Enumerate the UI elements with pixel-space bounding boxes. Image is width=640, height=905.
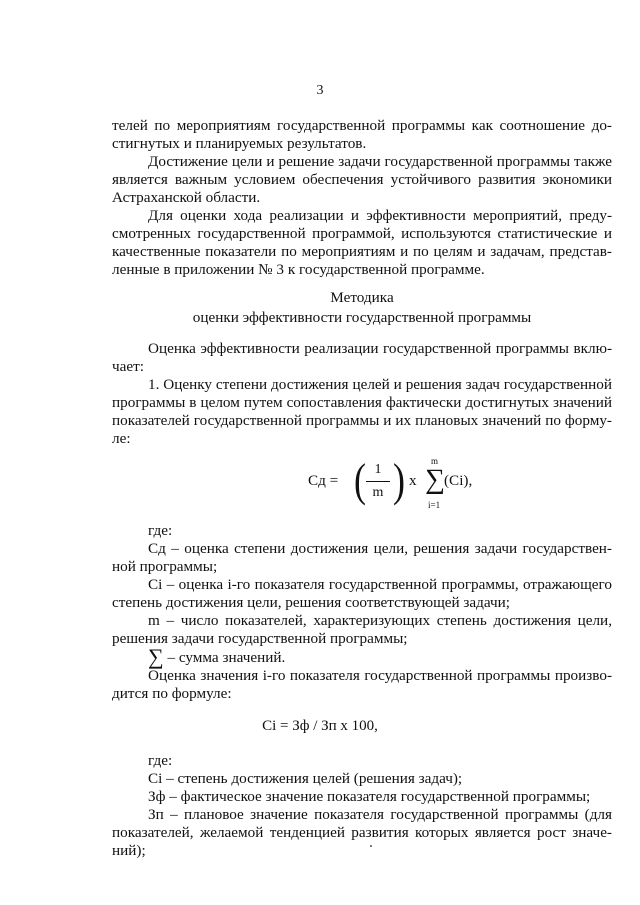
left-paren: ( (354, 454, 366, 506)
paragraph: Для оценки хода реализации и эффективности мероприятий, преду-смотренных государственной программой, используются статистические и качественные показатели по мероприятиям и по целям и задачам, представ-ленные в приложении № 3 к государственной программе. (112, 207, 612, 278)
scan-speck (370, 845, 372, 847)
where-label: где: (148, 522, 173, 539)
definition: Сi – оценка i-го показателя государственной программы, отражающего степень достижения цели, решения соответствующей задачи; (112, 576, 612, 611)
intro-block (112, 117, 612, 279)
where-label: где: (148, 752, 173, 769)
heading-line: оценки эффективности государственной программы (192, 309, 532, 326)
formula-ci: Сi = Зф / Зп х 100, (262, 718, 378, 734)
definition: Зп – плановое значение показателя государственной программы (для показателей, желаемой тенденцией развития которых является рост значе-ний); (112, 806, 612, 859)
right-paren: ) (393, 454, 405, 506)
definition: Сi – степень достижения целей (решения задач); (148, 770, 463, 787)
formula-cd (308, 454, 473, 516)
definition: Сд – оценка степени достижения цели, решения задачи государствен-ной программы; (112, 540, 612, 575)
definition (112, 644, 612, 669)
paragraph: 1. Оценку степени достижения целей и решения задач государственной программы в целом путем сопоставления фактически достигнутых значений показателей государственной программы и их плановых значений по форму-ле: (112, 376, 612, 447)
paragraph: Достижение цели и решение задачи государственной программы также является важным условием обеспечения устойчивого развития экономики Астраханской области. (112, 153, 612, 206)
fraction (366, 461, 390, 502)
numerator: 1 (374, 462, 382, 477)
sum-lower-limit: i=1 (428, 500, 441, 510)
sigma-symbol: ∑ (148, 644, 164, 669)
definition-text: – сумма значений. (163, 649, 286, 666)
definition: m – число показателей, характеризующих степень достижения цели, решения задачи государственной программы; (112, 612, 612, 647)
definition: Зф – фактическое значение показателя государственной программы; (148, 788, 591, 805)
denominator: m (372, 485, 384, 500)
sum-upper-limit: m (431, 456, 439, 466)
method-block (112, 340, 612, 448)
page-number: 3 (316, 83, 324, 98)
heading-line: Методика (330, 289, 394, 306)
paragraph: Оценка эффективности реализации государственной программы вклю-чает: (112, 340, 612, 375)
formula-lhs: Сд = (308, 472, 339, 489)
definitions-block (112, 522, 612, 703)
paragraph: Оценка значения i-го показателя государственной программы произво-дится по формуле: (112, 667, 612, 702)
sigma-symbol: ∑ (425, 464, 445, 495)
formula-term: (Ci), (444, 472, 473, 489)
definitions-block-2 (112, 752, 612, 860)
methodology-heading (112, 288, 612, 328)
fraction-bar (366, 481, 390, 482)
paragraph: телей по мероприятиям государственной программы как соотношение до-стигнутых и планируемых результатов. (112, 117, 612, 152)
times-sign: x (409, 472, 417, 489)
